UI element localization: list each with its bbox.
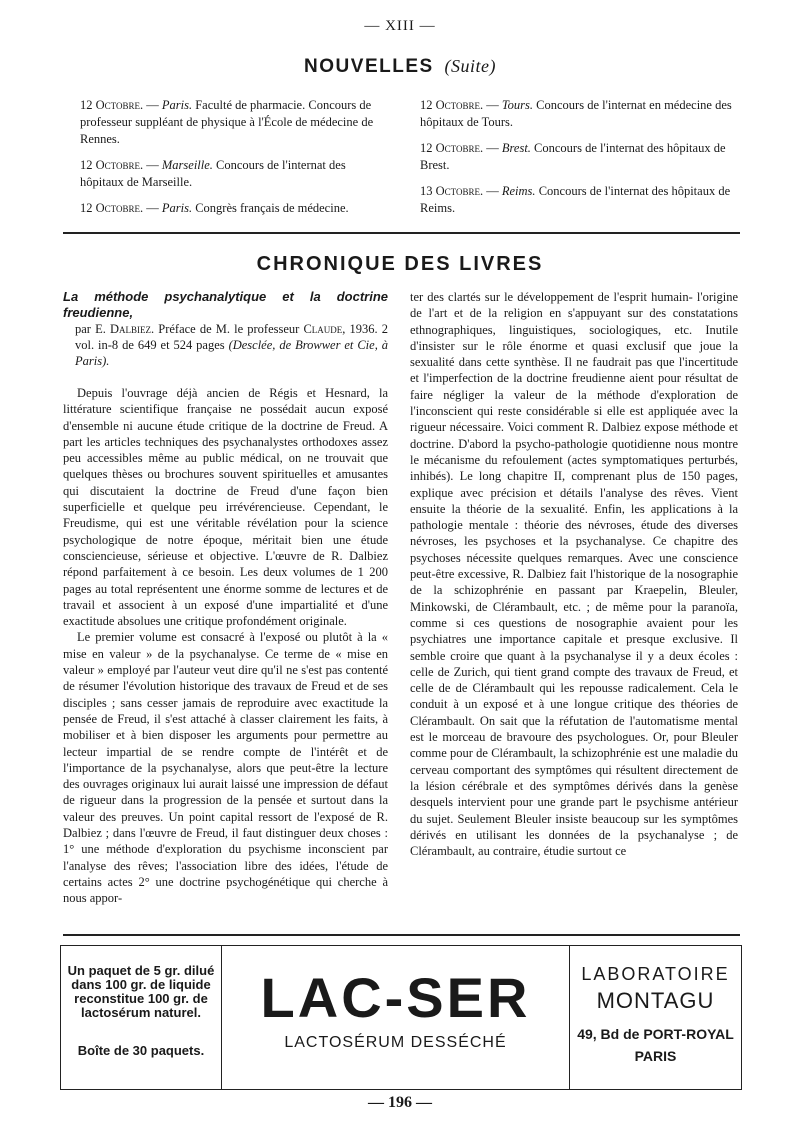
section-title-suffix: (Suite) xyxy=(444,56,496,76)
news-place: Brest. xyxy=(501,141,531,155)
chronique-title: CHRONIQUE DES LIVRES xyxy=(256,253,544,275)
news-date: 12 Octobre. xyxy=(420,98,484,112)
section-divider xyxy=(63,232,740,234)
article-column-left xyxy=(63,289,388,907)
advert-lab-name: MONTAGU xyxy=(596,988,715,1013)
advertisement-box xyxy=(60,945,742,1090)
advert-lab-address: 49, Bd de PORT-ROYAL xyxy=(577,1026,734,1042)
article-paragraph: Le premier volume est consacré à l'exposé ou plutôt à la « mise en valeur » de la psychanalyse. Ce terme de « mise en valeur » employé par l'auteur veut dire qu'il ne s'est pas contenté de résumer l'évolution historique des travaux de Freud et de ses disciples ; sans cesser jamais de reproduire avec exactitude la pensée de Freud, il s'est attaché à classer clairement les faits, à mobiliser et à bien disposer les arguments pour permettre au lecteur impartial de se rendre compte de l'intérêt et de l'importance de la psychanalyse, alors que peut-être la lecture des ouvrages originaux lui aurait laissé une impression de défaut de rigueur dans la progression de la pensée et surtout dans la valeur des preuves. Un point capital ressort de l'exposé de R. Dalbiez ; dans l'œuvre de Freud, il faut distinguer deux choses : 1° une méthode d'exploration du psychisme inconscient par l'analyse des rêves; l'association libre des idées, l'étude de certains actes 2° une doctrine psychogénétique qui cherche à nous appor- xyxy=(63,630,388,906)
advert-brand-subtitle: LACTOSÉRUM DESSÉCHÉ xyxy=(284,1034,507,1051)
book-title: La méthode psychanalytique et la doctrine freudienne, xyxy=(63,289,388,320)
advert-lab-line1: LABORATOIRE xyxy=(581,964,730,984)
news-date: 13 Octobre. xyxy=(420,184,484,198)
news-place: Tours. xyxy=(501,98,534,112)
book-details: 1936. 2 vol. in-8 de 649 et 524 pages xyxy=(75,322,389,352)
advert-brand-panel xyxy=(222,946,570,1089)
advert-dosage-text: Un paquet de 5 gr. dilué dans 100 gr. de liquide reconstitue 100 gr. de lactosérum naturel. xyxy=(67,963,215,1020)
news-place: Paris. xyxy=(161,201,193,215)
article-column-right xyxy=(410,289,738,859)
article-paragraph: Depuis l'ouvrage déjà ancien de Régis et Hesnard, la littérature scientifique française ne possédait aucun exposé d'ensemble ni aucune étude critique de la doctrine de Freud. A part les articles techniques des psychanalystes orthodoxes assez peu accessibles même au public médical, on ne trouvait que quelques thèses ou brochures souvent spirituelles et amusantes qui discutaient la doctrine de Freud d'une façon bien superficielle et quelque peu irrévérencieuse. Cependant, le Freudisme, qui est une véritable révélation pour la science psychologique de notre époque, méritait bien une étude consciencieuse, sérieuse et objective. L'œuvre de R. Dalbiez répond parfaitement à ce besoin. Les deux volumes de 1 200 pages au total représentent une énorme somme de lectures et de travail et associent à un exposé d'une impartialité et d'une exactitude absolues une critique profondément originale. xyxy=(63,386,388,629)
news-text: Concours de l'internat en médecine des hôpitaux de Tours. xyxy=(420,98,732,129)
book-reference xyxy=(75,321,388,369)
news-item: 12 Octobre. — Paris. Faculté de pharmacie. Concours de professeur suppléant de physique à l'École de médecine de Rennes. xyxy=(80,98,374,146)
news-text: Concours de l'internat des hôpitaux de Brest. xyxy=(420,141,726,172)
news-text: Congrès français de médecine. xyxy=(195,201,349,215)
news-date: 12 Octobre. xyxy=(80,158,144,172)
article-paragraph: ter des clartés sur le développement de l'esprit humain- l'origine de l'art et de la religion en s'appuyant sur des constatations ethnographiques, linguistiques, sociologiques, etc. Inutile d'insister sur le rôle énorme et quasi exclusif que joue la sexualité dans cette synthèse. Il ne faudrait pas que l'incertitude et l'imperfection de la doctrine freudienne aient pour résultat de faire négliger la valeur de la méthode d'exploration de l'inconscient qui reste considérable si elle est appliquée avec la rigueur nécessaire. Voici comment R. Dalbiez expose méthode et doctrine. D'abord la psycho-pathologie quotidienne nous montre le mécanisme du refoulement (actes symptomatiques perturbés, inhibés). Le long chapitre II, comprenant plus de 150 pages, explique avec précision et détails l'analyse des rêves. Vient ensuite la théorie de la sexualité. Enfin, les applications à la pathologie mentale : théorie des névroses, étude des diverses névroses, les psychoses et la psychanalyse. Ce chapitre des psychoses nécessite quelques remarques. Avec une conscience peut-être excessive, R. Dalbiez fait l'historique de la nosographie de la schizophrénie en passant par Kraepelin, Bleuler, Minkowski, de Clérambault, etc. ; de même pour la paranoïa, comme si ces questions de nosographie avaient pour les psychiatres une importance capitale et presque exclusive. Il semble croire que quant à la psychanalyse il y a deux écoles : celle de Zurich, qui tient grand compte des travaux de Freud, et celle de de Clérambault qui les repousse radicalement. Cela le conduit à un exposé et à une longue critique des théories de Clérambault. On sait que la réfutation de l'automatisme mental est le morceau de bravoure des psychologues. Or, pour Bleuler comme pour de Clérambault, la schizophrénie est une maladie du cerveau comportant des symptômes qui résultent directement de la lésion cérébrale et des symptômes dérivés dans la genèse desquels intervient pour une grande part le psychisme antérieur du sujet. Seulement Bleuler insiste beaucoup sur les symptômes dérivés en utilisant les données de la psychanalyse ; de Clérambault, au contraire, étudie surtout ce xyxy=(410,290,738,859)
news-place: Marseille. xyxy=(161,158,213,172)
news-text: Faculté de pharmacie. Concours de professeur suppléant de physique à l'École de médecine de Rennes. xyxy=(80,98,374,146)
book-publisher: (Desclée, de Browwer et Cie, à Paris). xyxy=(75,338,389,368)
advert-box-count: Boîte de 30 paquets. xyxy=(77,1043,205,1058)
advert-laboratory-panel xyxy=(570,946,741,1089)
section-title-nouvelles xyxy=(0,56,800,78)
news-date: 12 Octobre. xyxy=(420,141,484,155)
news-column-right xyxy=(420,97,735,226)
news-date: 12 Octobre. xyxy=(80,98,144,112)
news-item: 12 Octobre. — Paris. Congrès français de médecine. xyxy=(80,201,349,215)
news-text: Concours de l'internat des hôpitaux de Marseille. xyxy=(80,158,346,189)
book-author-prefix: par xyxy=(75,322,91,336)
roman-page-number: — XIII — xyxy=(364,18,436,34)
news-place: Reims. xyxy=(501,184,536,198)
book-preface-author: Claude, xyxy=(303,322,346,336)
advert-left-panel xyxy=(61,946,222,1089)
news-text: Concours de l'internat des hôpitaux de Reims. xyxy=(420,184,731,215)
book-preface: Préface de M. le professeur xyxy=(158,322,300,336)
news-item: 12 Octobre. — Brest. Concours de l'internat des hôpitaux de Brest. xyxy=(420,141,726,172)
page-number: — 196 — xyxy=(368,1094,432,1111)
book-author: E. Dalbiez. xyxy=(95,322,155,336)
news-column-left xyxy=(80,97,385,226)
advert-divider xyxy=(63,934,740,936)
news-item: 12 Octobre. — Tours. Concours de l'internat en médecine des hôpitaux de Tours. xyxy=(420,98,732,129)
advert-lab-city: PARIS xyxy=(634,1048,677,1064)
news-date: 12 Octobre. xyxy=(80,201,144,215)
section-title-text: NOUVELLES xyxy=(304,56,434,77)
news-item: 13 Octobre. — Reims. Concours de l'internat des hôpitaux de Reims. xyxy=(420,184,731,215)
news-item: 12 Octobre. — Marseille. Concours de l'internat des hôpitaux de Marseille. xyxy=(80,158,346,189)
advert-brand-name: LAC-SER xyxy=(260,966,531,1029)
news-place: Paris. xyxy=(161,98,193,112)
